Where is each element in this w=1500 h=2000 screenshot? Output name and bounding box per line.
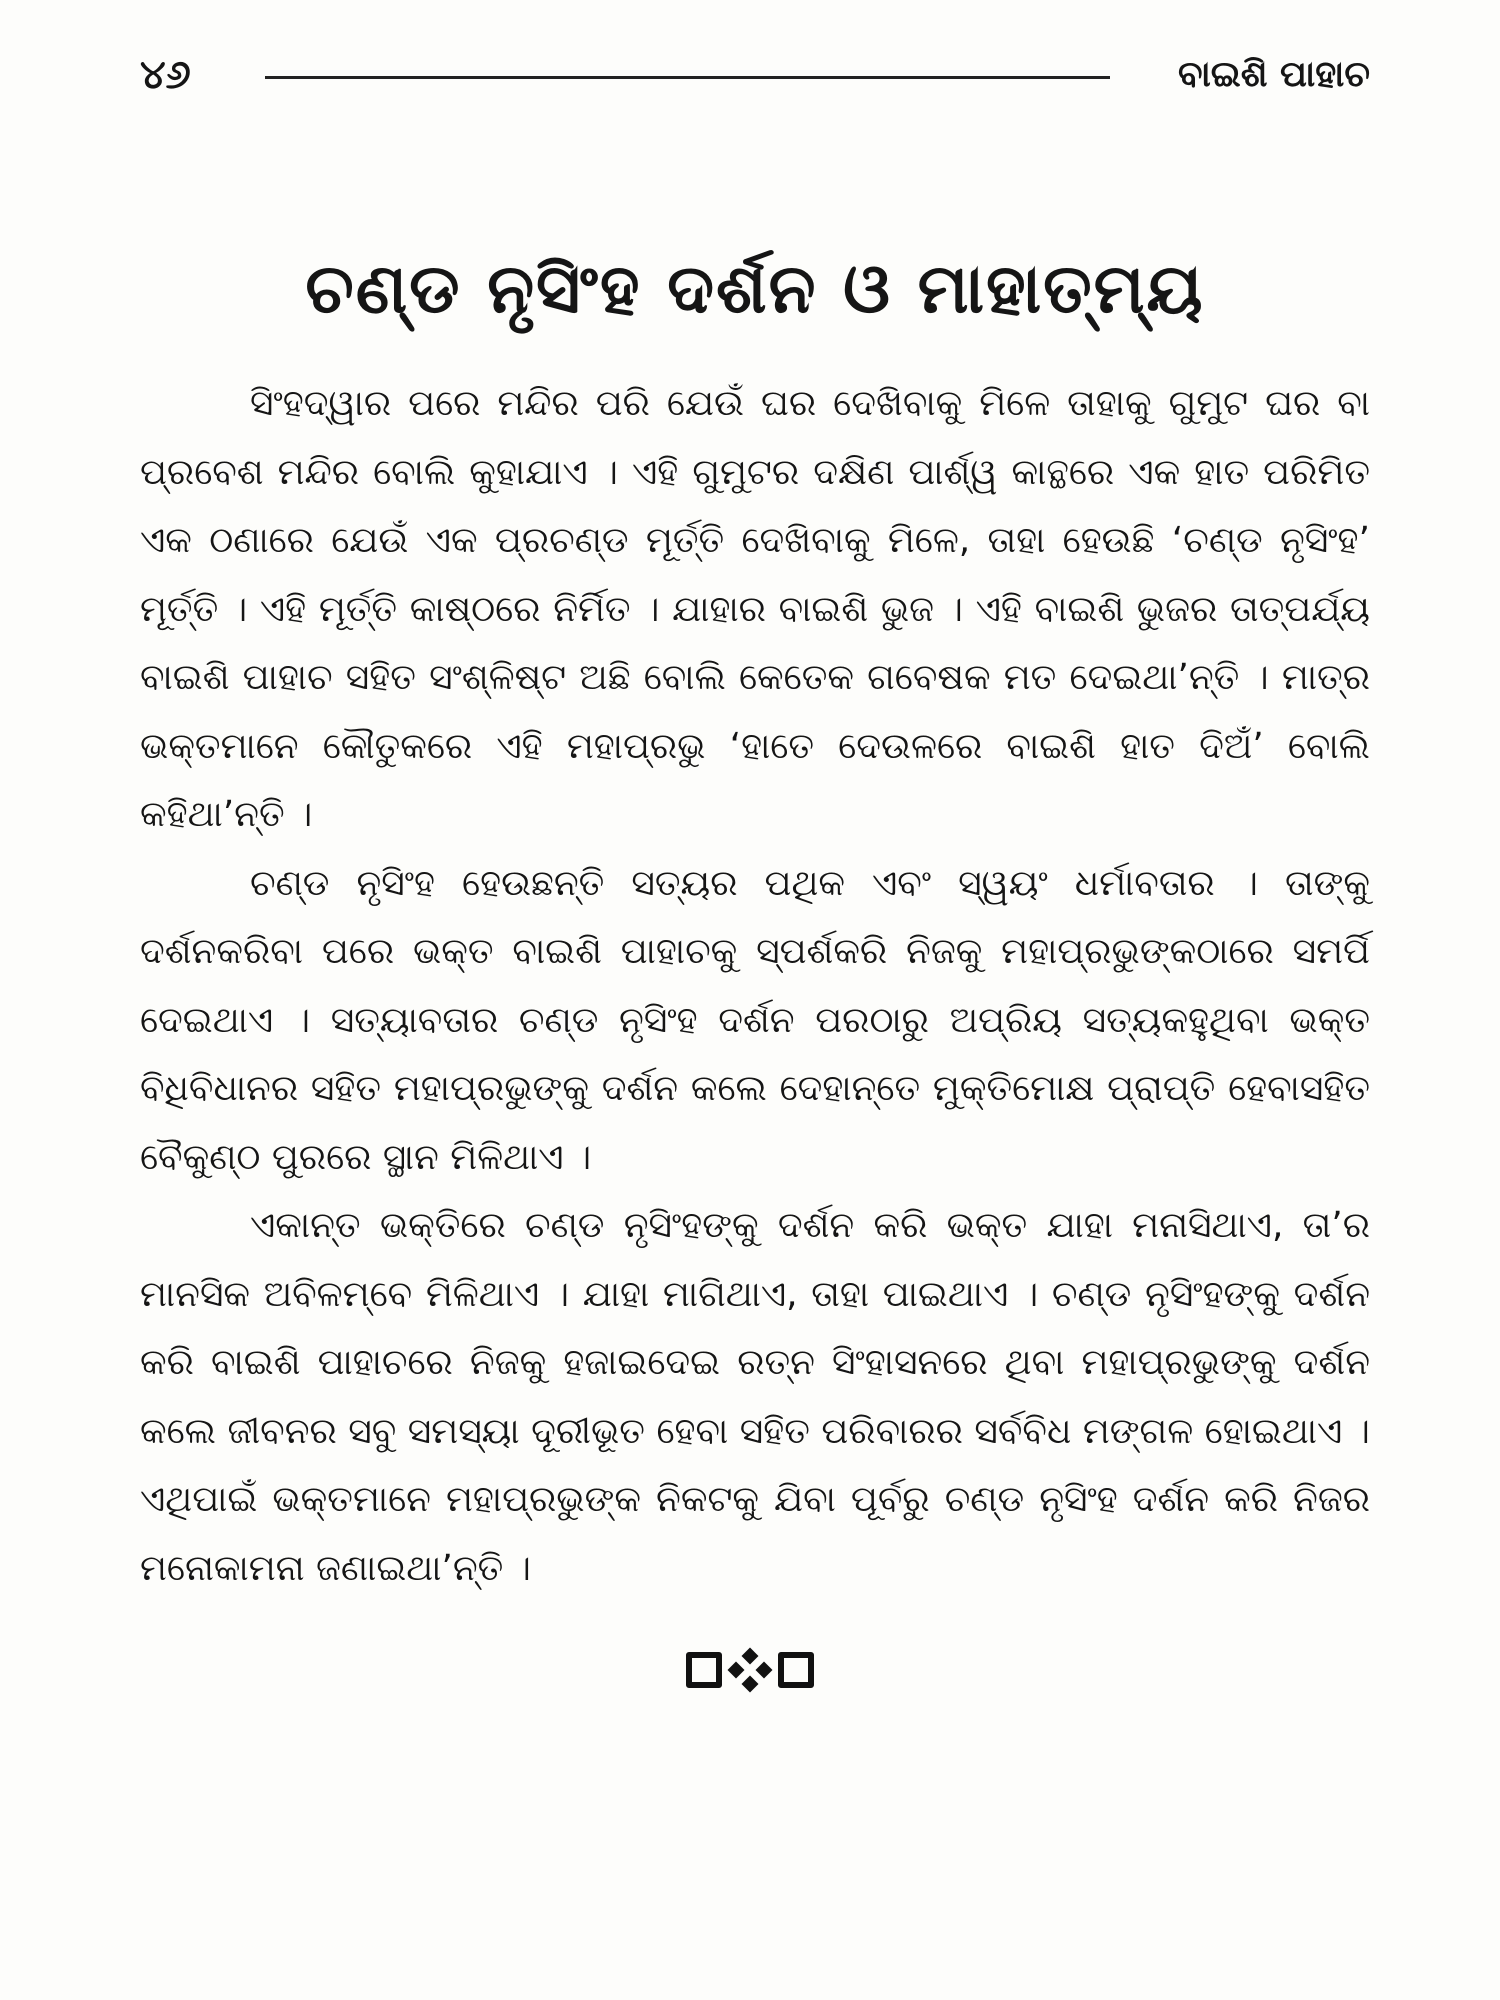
page-number: ୪୬ [140, 52, 191, 98]
body-text [140, 370, 1370, 1603]
ornament-right-box-icon [778, 1652, 814, 1688]
paragraph-3: ଏକାନ୍ତ ଭକ୍ତିରେ ଚଣ୍ଡ ନୃସିଂହଙ୍କୁ ଦର୍ଶନ କରି ଭକ୍ତ ଯାହା ମନାସିଥାଏ, ତା’ର ମାନସିକ ଅବିଳମ୍ବେ ମିଳିଥାଏ । ଯାହା ମାଗିଥାଏ, ତାହା ପାଇଥାଏ । ଚଣ୍ଡ ନୃସିଂହଙ୍କୁ ଦର୍ଶନ କରି ବାଇଶି ପାହାଚରେ ନିଜକୁ ହଜାଇଦେଇ ରତ୍ନ ସିଂହାସନରେ ଥିବା ମହାପ୍ରଭୁଙ୍କୁ ଦର୍ଶନ କଲେ ଜୀବନର ସବୁ ସମସ୍ୟା ଦୂରୀଭୂତ ହେବା ସହିତ ପରିବାରର ସର୍ବବିଧ ମଙ୍ଗଳ ହୋଇଥାଏ । ଏଥିପାଇଁ ଭକ୍ତମାନେ ମହାପ୍ରଭୁଙ୍କ ନିକଟକୁ ଯିବା ପୂର୍ବରୁ ଚଣ୍ଡ ନୃସିଂହ ଦର୍ଶନ କରି ନିଜର ମନୋକାମନା ଜଣାଇଥା’ନ୍ତି । [140, 1205, 1370, 1589]
page-header [140, 40, 1370, 110]
paragraph-1: ସିଂହଦ୍ୱାର ପରେ ମନ୍ଦିର ପରି ଯେଉଁ ଘର ଦେଖିବାକୁ ମିଳେ ତାହାକୁ ଗୁମୁଟ ଘର ବା ପ୍ରବେଶ ମନ୍ଦିର ବୋଲି କୁହାଯାଏ । ଏହି ଗୁମୁଟର ଦକ୍ଷିଣ ପାର୍ଶ୍ୱ କାନ୍ଥରେ ଏକ ହାତ ପରିମିତ ଏକ ଠଣାରେ ଯେଉଁ ଏକ ପ୍ରଚଣ୍ଡ ମୂର୍ତ୍ତି ଦେଖିବାକୁ ମିଳେ, ତାହା ହେଉଛି ‘ଚଣ୍ଡ ନୃସିଂହ’ ମୂର୍ତ୍ତି । ଏହି ମୂର୍ତ୍ତି କାଷ୍ଠରେ ନିର୍ମିତ । ଯାହାର ବାଇଶି ଭୁଜ । ଏହି ବାଇଶି ଭୁଜର ତାତ୍ପର୍ଯ୍ୟ ବାଇଶି ପାହାଚ ସହିତ ସଂଶ୍ଳିଷ୍ଟ ଅଛି ବୋଲି କେତେକ ଗବେଷକ ମତ ଦେଇଥା’ନ୍ତି । ମାତ୍ର ଭକ୍ତମାନେ କୌତୁକରେ ଏହି ମହାପ୍ରଭୁ ‘ହାତେ ଦେଉଳରେ ବାଇଶି ହାତ ଦିଅଁ’ ବୋଲି କହିଥା’ନ୍ତି । [140, 383, 1370, 835]
paragraph-2: ଚଣ୍ଡ ନୃସିଂହ ହେଉଛନ୍ତି ସତ୍ୟର ପଥିକ ଏବଂ ସ୍ୱୟଂ ଧର୍ମାବତାର । ତାଙ୍କୁ ଦର୍ଶନକରିବା ପରେ ଭକ୍ତ ବାଇଶି ପାହାଚକୁ ସ୍ପର୍ଶକରି ନିଜକୁ ମହାପ୍ରଭୁଙ୍କଠାରେ ସମର୍ପି ଦେଇଥାଏ । ସତ୍ୟାବତାର ଚଣ୍ଡ ନୃସିଂହ ଦର୍ଶନ ପରଠାରୁ ଅପ୍ରିୟ ସତ୍ୟକହୁଥିବା ଭକ୍ତ ବିଧିବିଧାନର ସହିତ ମହାପ୍ରଭୁଙ୍କୁ ଦର୍ଶନ କଲେ ଦେହାନ୍ତେ ମୁକ୍ତିମୋକ୍ଷ ପ୍ରାପ୍ତି ହେବାସହିତ ବୈକୁଣ୍ଠ ପୁରରେ ସ୍ଥାନ ମିଳିଥାଏ । [140, 862, 1370, 1178]
end-ornament [0, 1640, 1500, 1700]
ornament-left-box-icon [686, 1652, 722, 1688]
ornament-diamond-cluster-icon [728, 1648, 772, 1692]
chapter-title: ଚଣ୍ଡ ନୃସିଂହ ଦର୍ଶନ ଓ ମାହାତ୍ମ୍ୟ [305, 250, 1205, 329]
running-head: ବାଇଶି ପାହାଚ [1178, 54, 1370, 95]
header-rule [265, 76, 1110, 79]
